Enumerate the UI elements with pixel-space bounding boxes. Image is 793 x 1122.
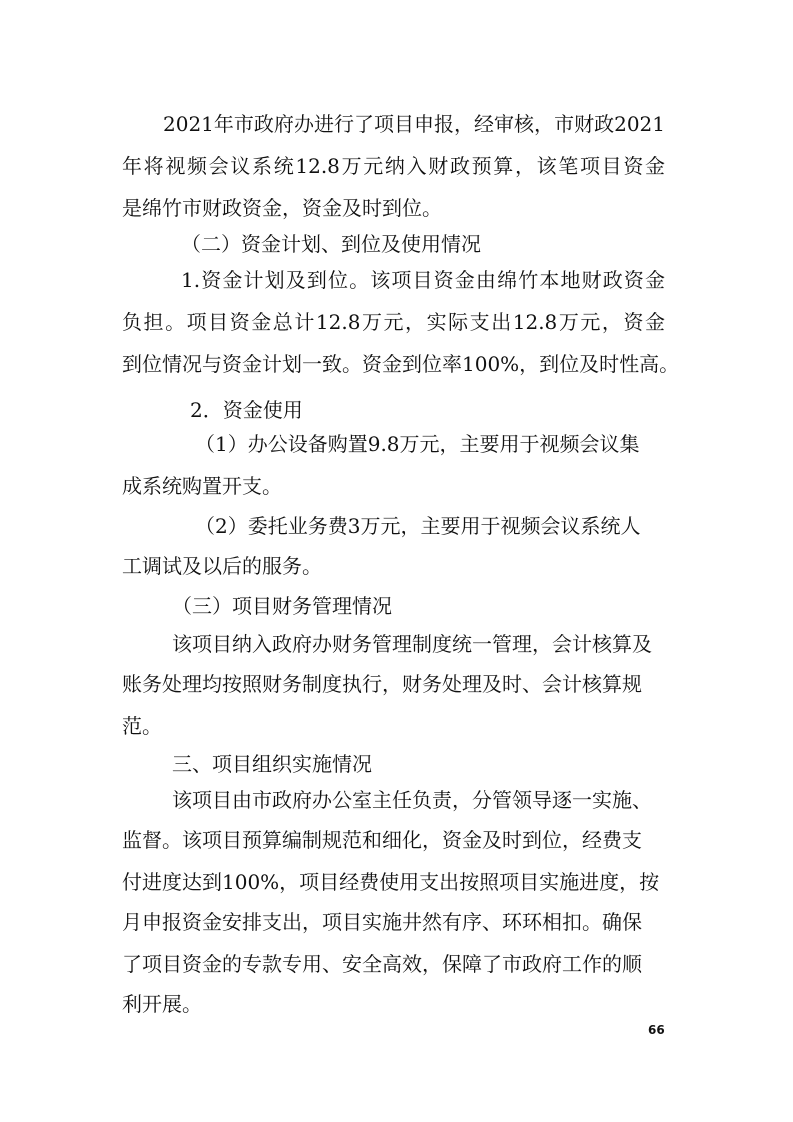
para-project-implementation-line: 付进度达到100%，项目经费使用支出按照项目实施进度，按 <box>122 870 660 894</box>
para-project-implementation-line: 月申报资金安排支出，项目实施井然有序、环环相扣。确保 <box>122 910 642 934</box>
para-commissioned-services-line: （2）委托业务费3万元，主要用于视频会议系统人 <box>195 514 641 538</box>
heading-funding-plan-line: （二）资金计划、到位及使用情况 <box>181 232 481 256</box>
para-office-equipment-line: （1）办公设备购置9.8万元，主要用于视频会议集 <box>195 432 640 456</box>
para-funding-application-line: 是绵竹市财政资金，资金及时到位。 <box>122 196 442 220</box>
para-funding-plan-line: 到位情况与资金计划一致。资金到位率100%，到位及时性高。 <box>122 352 680 376</box>
para-project-implementation-line: 该项目由市政府办公室主任负责，分管领导逐一实施、 <box>172 788 652 812</box>
para-funding-plan-line: 负担。项目资金总计12.8万元，实际支出12.8万元，资金 <box>122 310 665 334</box>
para-office-equipment-line: 成系统购置开支。 <box>122 474 282 498</box>
para-project-implementation-line: 了项目资金的专款专用、安全高效，保障了市政府工作的顺 <box>122 952 642 976</box>
para-financial-management-line: 范。 <box>122 714 162 738</box>
para-funding-application-line: 年将视频会议系统12.8万元纳入财政预算，该笔项目资金 <box>122 154 665 178</box>
para-financial-management-line: 账务处理均按照财务制度执行，财务处理及时、会计核算规 <box>122 672 642 696</box>
heading-financial-management-line: （三）项目财务管理情况 <box>172 594 392 618</box>
heading-project-implementation-line: 三、项目组织实施情况 <box>172 752 372 776</box>
para-funding-application-line: 2021年市政府办进行了项目申报，经审核，市财政2021 <box>163 112 665 136</box>
para-financial-management-line: 该项目纳入政府办财务管理制度统一管理，会计核算及 <box>172 632 652 656</box>
page-number: 66 <box>648 1023 665 1037</box>
para-project-implementation-line: 监督。该项目预算编制规范和细化，资金及时到位，经费支 <box>122 828 642 852</box>
para-commissioned-services-line: 工调试及以后的服务。 <box>122 554 322 578</box>
para-project-implementation-line: 利开展。 <box>122 992 202 1016</box>
heading-funding-use-line: 2．资金使用 <box>190 398 303 422</box>
para-funding-plan-line: 1.资金计划及到位。该项目资金由绵竹本地财政资金 <box>181 268 665 292</box>
